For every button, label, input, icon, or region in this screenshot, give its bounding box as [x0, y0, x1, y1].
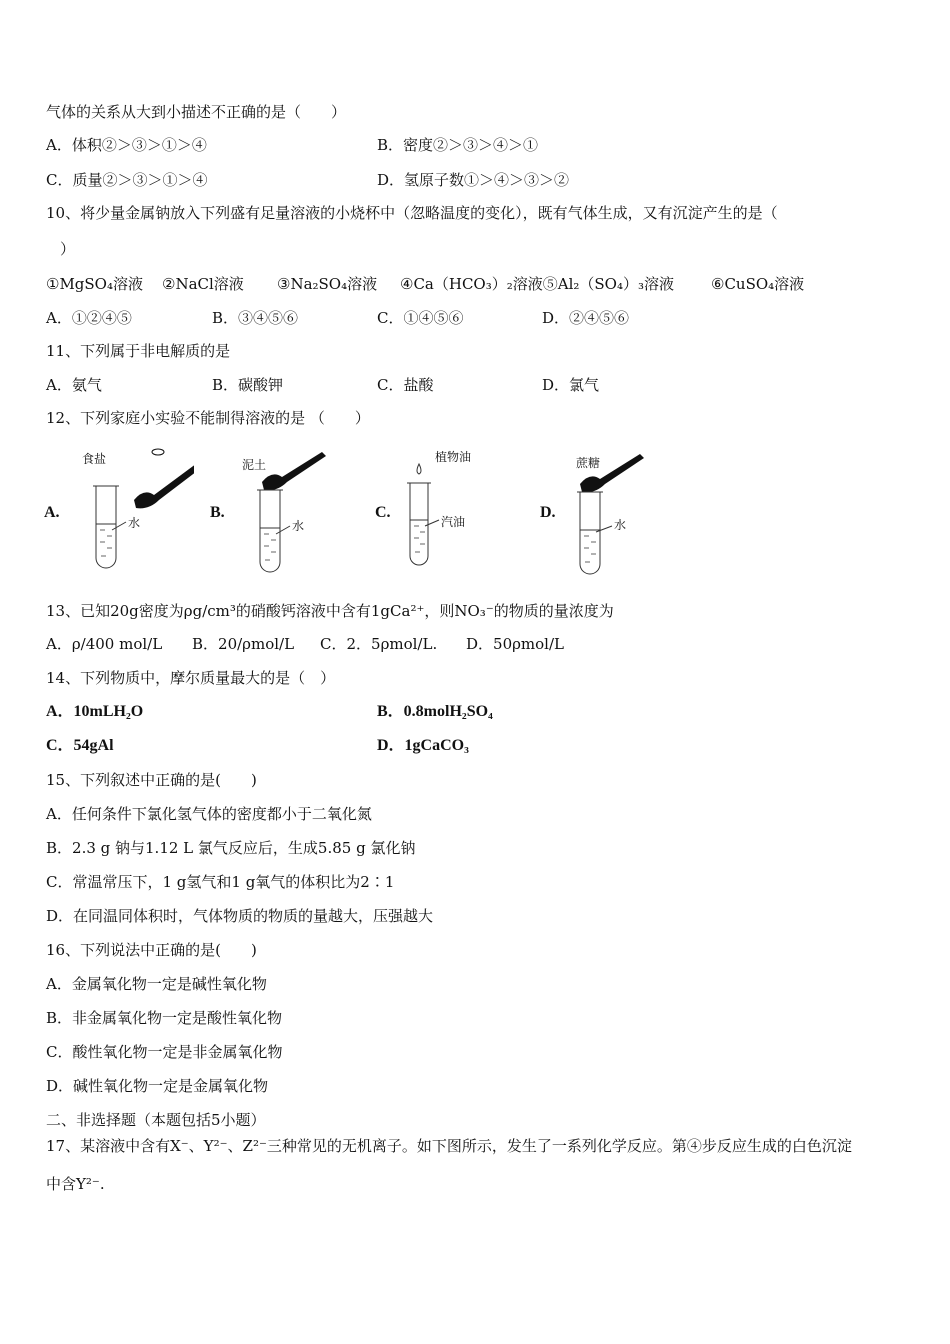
q12-figure-d	[540, 440, 690, 580]
spoon-test-tube-icon	[540, 440, 690, 580]
q16-option-c: C．酸性氧化物一定是非金属氧化物	[46, 1043, 283, 1061]
q10-option-d: D．②④⑤⑥	[542, 309, 630, 327]
q12-figure-a	[44, 440, 194, 580]
solute-label: 食盐	[82, 452, 107, 466]
q10-option-b: B．③④⑤⑥	[212, 309, 299, 327]
spoon-test-tube-icon	[44, 440, 194, 580]
q9-option-a: A．体积②＞③＞①＞④	[46, 136, 207, 154]
q15-option-c: C．常温常压下，1 g氢气和1 g氧气的体积比为2∶1	[46, 873, 395, 891]
section-heading: 二、非选择题（本题包括5小题）	[46, 1111, 266, 1129]
q13-option-a: A．ρ/400 mol/L	[46, 635, 163, 653]
q10-item-6: ⑥CuSO₄溶液	[711, 275, 805, 293]
q15-option-a: A．任何条件下氯化氢气体的密度都小于二氧化氮	[46, 805, 372, 823]
solute-label: 植物油	[435, 450, 472, 464]
q11-option-d: D．氯气	[542, 376, 600, 394]
solvent-label: 水	[128, 516, 141, 530]
q9-option-d: D．氢原子数①＞④＞③＞②	[377, 171, 570, 189]
figure-letter: C.	[375, 504, 391, 521]
q10-stem: 10、将少量金属钠放入下列盛有足量溶液的小烧杯中（忽略温度的变化），既有气体生成，又有沉淀产生的是（	[46, 204, 778, 222]
q17-stem: 17、某溶液中含有X⁻、Y²⁻、Z²⁻三种常见的无机离子。如下图所示，发生了一系列化学反应。第④步反应生成的白色沉淀	[46, 1137, 852, 1155]
q11-option-c: C．盐酸	[377, 376, 434, 394]
spoon-test-tube-icon	[210, 440, 360, 580]
q15-option-b: B．2.3 g 钠与1.12 L 氯气反应后，生成5.85 g 氯化钠	[46, 839, 416, 857]
q13-option-c: C．2．5ρmol/L.	[320, 635, 438, 653]
solvent-label: 汽油	[441, 515, 466, 529]
q15-option-d: D．在同温同体积时，气体物质的物质的量越大，压强越大	[46, 907, 434, 925]
q9-option-b: B．密度②＞③＞④＞①	[377, 136, 539, 154]
q10-option-a: A．①②④⑤	[46, 309, 132, 327]
q14-stem: 14、下列物质中，摩尔质量最大的是（ ）	[46, 669, 336, 687]
q9-stem: 气体的关系从大到小描述不正确的是（ ）	[46, 103, 347, 121]
q12-figure-c	[375, 440, 525, 580]
q13-stem: 13、已知20g密度为ρg/cm³的硝酸钙溶液中含有1gCa²⁺，则NO₃⁻的物质的量浓度为	[46, 602, 614, 620]
q10-option-c: C．①④⑤⑥	[377, 309, 464, 327]
q15-stem: 15、下列叙述中正确的是( )	[46, 771, 257, 789]
q16-option-d: D．碱性氧化物一定是金属氧化物	[46, 1077, 269, 1095]
q16-option-b: B．非金属氧化物一定是酸性氧化物	[46, 1009, 283, 1027]
q14-option-b: B．0.8molH₂SO₄	[377, 703, 493, 720]
q10-item-3: ③Na₂SO₄溶液	[277, 275, 378, 293]
q11-option-b: B．碳酸钾	[212, 376, 284, 394]
q10-item-1: ①MgSO₄溶液	[46, 275, 143, 293]
q10-item-4-5: ④Ca（HCO₃）₂溶液⑤Al₂（SO₄）₃溶液	[400, 275, 674, 293]
q9-option-c: C．质量②＞③＞①＞④	[46, 171, 208, 189]
figure-letter: D.	[540, 504, 556, 521]
q13-option-d: D．50ρmol/L	[466, 635, 564, 653]
figure-letter: B.	[210, 504, 225, 521]
figure-letter: A.	[44, 504, 60, 521]
q14-option-c: C．54gAl	[46, 737, 114, 754]
q14-option-a: A．10mLH₂O	[46, 703, 144, 720]
q11-option-a: A．氨气	[46, 376, 102, 394]
solvent-label: 水	[292, 519, 305, 533]
solute-label: 蔗糖	[576, 456, 601, 470]
q10-item-2: ②NaCl溶液	[162, 275, 244, 293]
q13-option-b: B．20/ρmol/L	[192, 635, 295, 653]
q12-figure-b	[210, 440, 360, 580]
q14-option-d: D．1gCaCO₃	[377, 737, 469, 754]
solvent-label: 水	[614, 518, 627, 532]
q16-option-a: A．金属氧化物一定是碱性氧化物	[46, 975, 267, 993]
q10-stem-cont: ）	[60, 240, 76, 258]
q17-stem-cont: 中含Y²⁻.	[46, 1175, 105, 1193]
q11-stem: 11、下列属于非电解质的是	[46, 342, 231, 360]
solute-label: 泥土	[242, 458, 267, 472]
q16-stem: 16、下列说法中正确的是( )	[46, 941, 257, 959]
q12-stem: 12、下列家庭小实验不能制得溶液的是 （ ）	[46, 409, 370, 427]
